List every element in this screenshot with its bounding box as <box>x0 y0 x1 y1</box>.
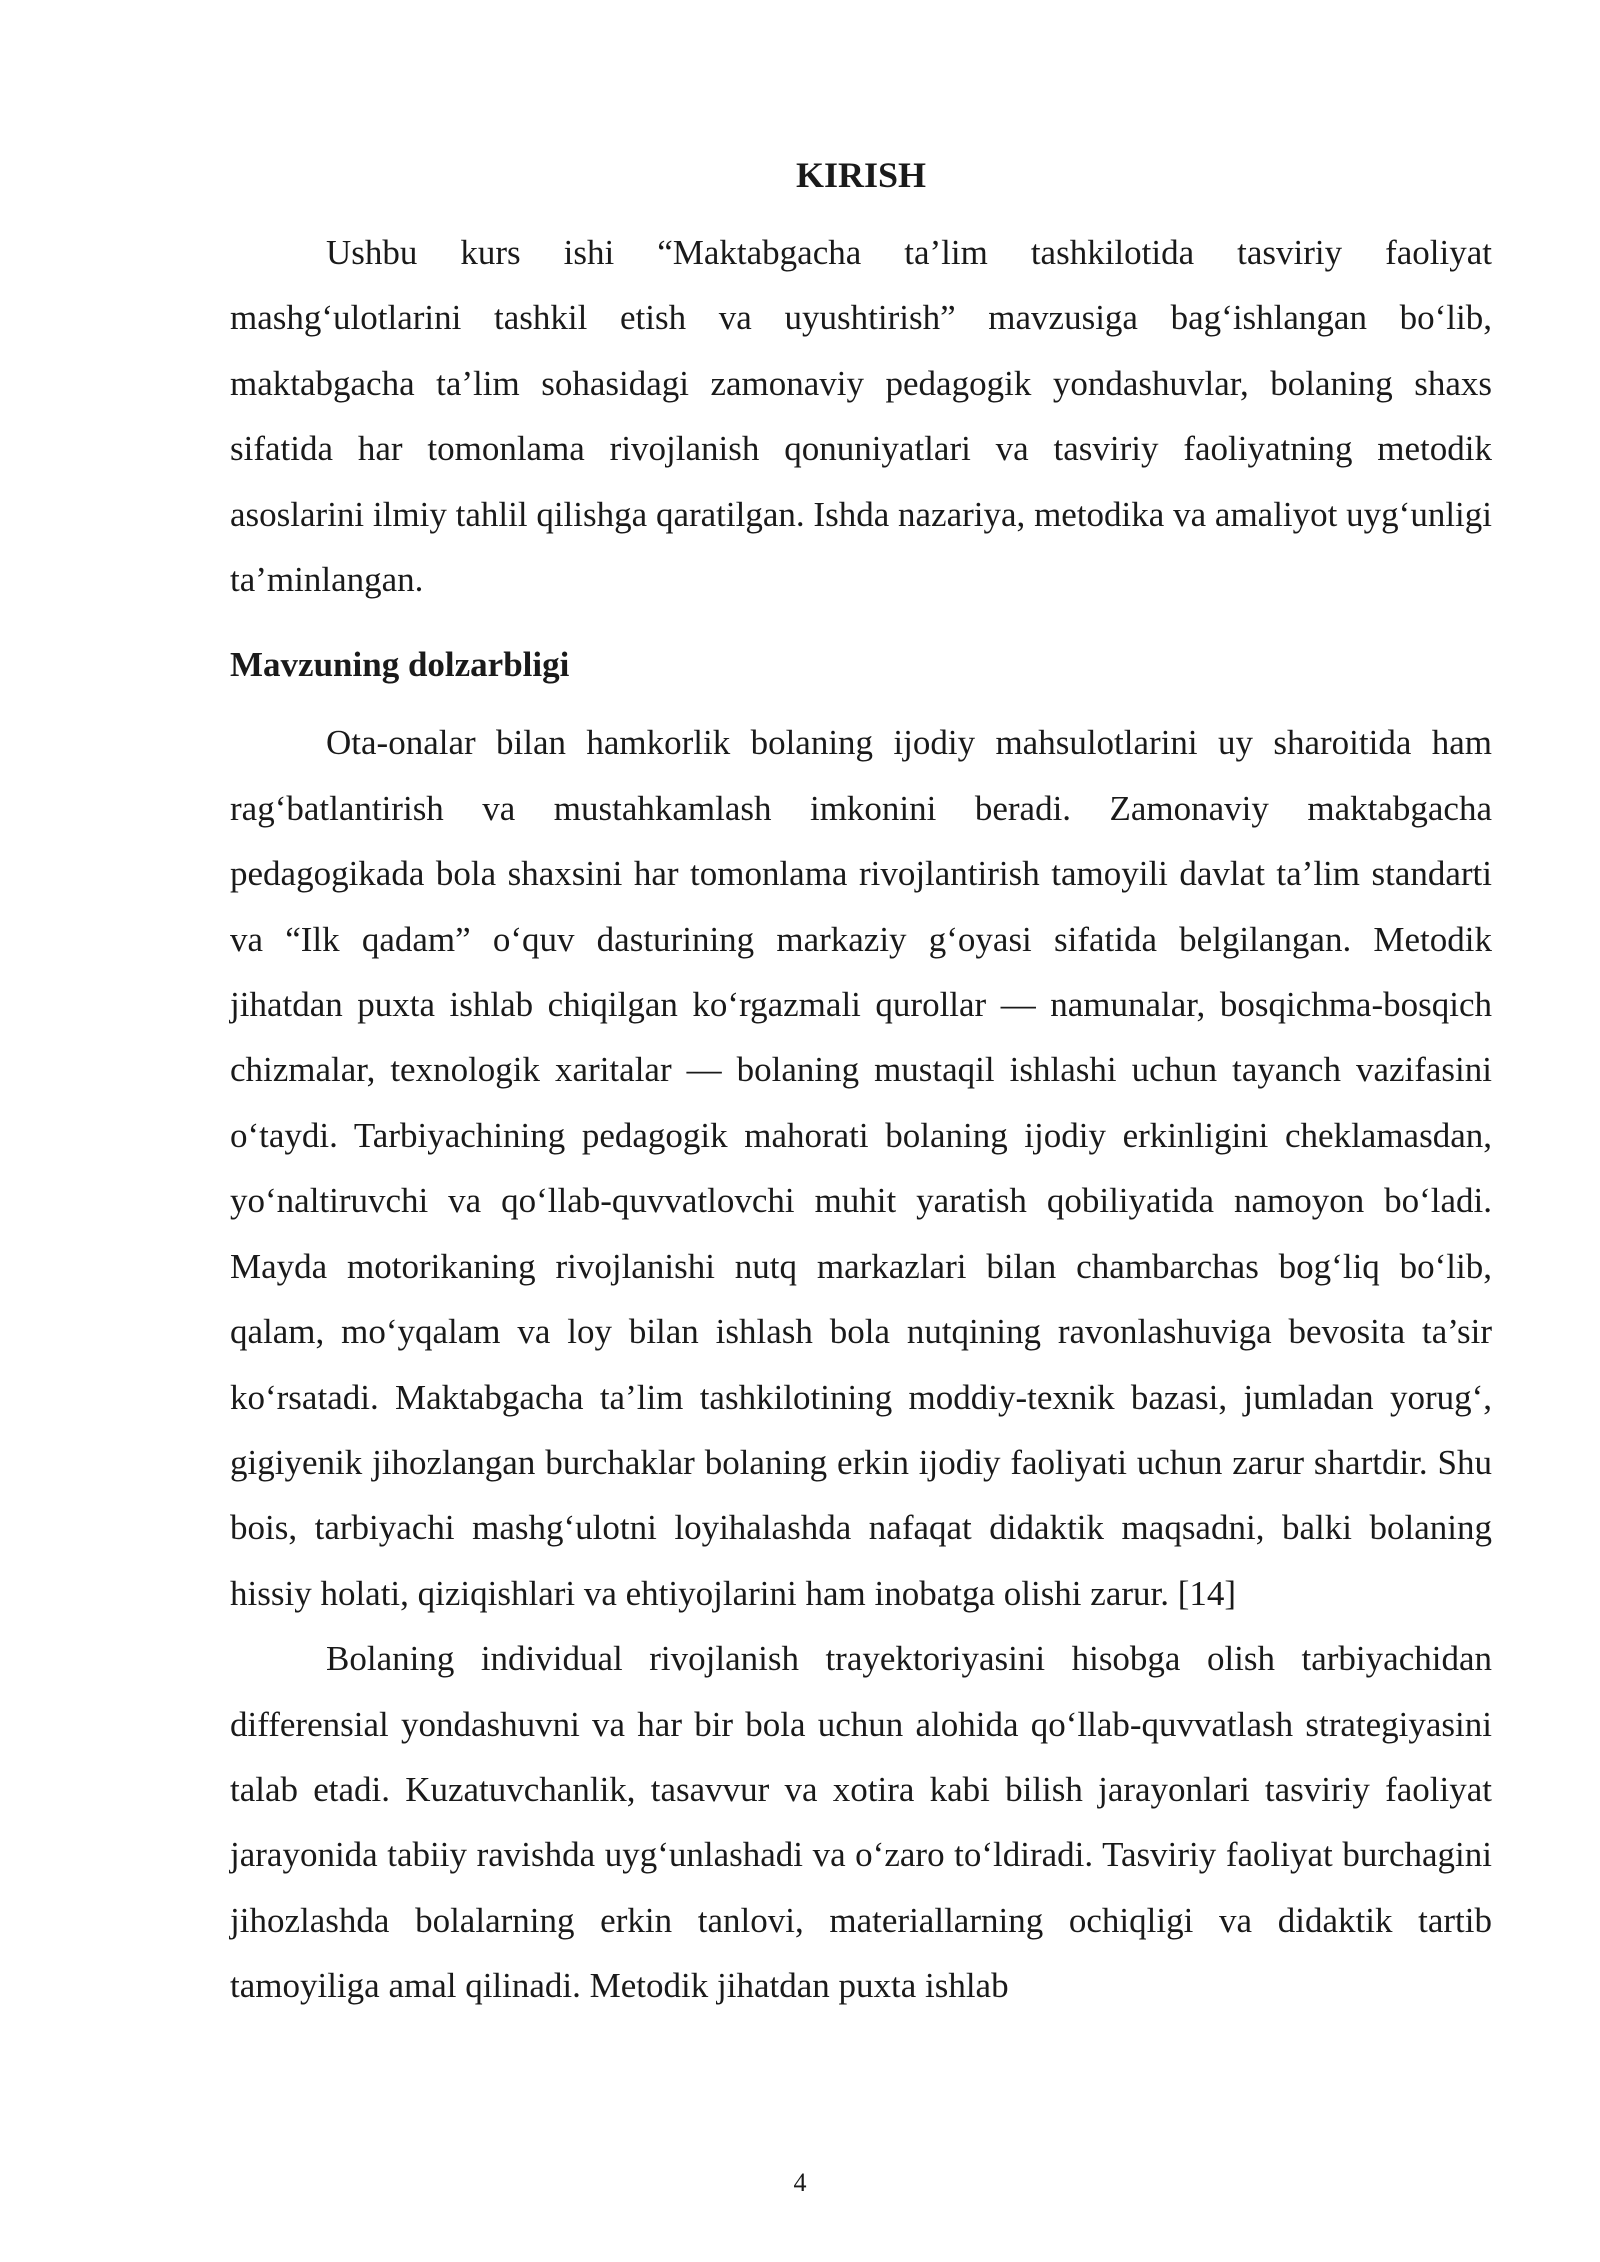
section-heading: Mavzuning dolzarbligi <box>230 645 570 685</box>
body-paragraph-1: Ota-onalar bilan hamkorlik bolaning ijodiy mahsulotlarini uy sharoitida ham rag‘batlantirish va mustahkamlash imkonini beradi. Zamonaviy maktabgacha pedagogikada bola shaxsini har tomonlama rivojlantirish tamoyili davlat ta’lim standarti va “Ilk qadam” o‘quv dasturining markaziy g‘oyasi sifatida belgilangan. Metodik jihatdan puxta ishlab chiqilgan ko‘rgazmali qurollar — namunalar, bosqichma-bosqich chizmalar, texnologik xaritalar — bolaning mustaqil ishlashi uchun tayanch vazifasini o‘taydi. Tarbiyachining pedagogik mahorati bolaning ijodiy erkinligini cheklamasdan, yo‘naltiruvchi va qo‘llab-quvvatlovchi muhit yaratish qobiliyatida namoyon bo‘ladi. Mayda motorikaning rivojlanishi nutq markazlari bilan chambarchas bog‘liq bo‘lib, qalam, mo‘yqalam va loy bilan ishlash bola nutqining ravonlashuviga bevosita ta’sir ko‘rsatadi. Maktabgacha ta’lim tashkilotining moddiy-texnik bazasi, jumladan yorug‘, gigiyenik jihozlangan burchaklar bolaning erkin ijodiy faoliyati uchun zarur shartdir. Shu bois, tarbiyachi mashg‘ulotni loyihalashda nafaqat didaktik maqsadni, balki bolaning hissiy holati, qiziqishlari va ehtiyojlarini ham inobatga olishi zarur. [14] <box>230 723 1492 1613</box>
intro-paragraph: Ushbu kurs ishi “Maktabgacha ta’lim tashkilotida tasviriy faoliyat mashg‘ulotlarini tashkil etish va uyushtirish” mavzusiga bag‘ishlangan bo‘lib, maktabgacha ta’lim sohasidagi zamonaviy pedagogik yondashuvlar, bolaning shaxs sifatida har tomonlama rivojlanish qonuniyatlari va tasviriy faoliyatning metodik asoslarini ilmiy tahlil qilishga qaratilgan. Ishda nazariya, metodika va amaliyot uyg‘unligi ta’minlangan. <box>230 233 1492 600</box>
body-paragraph-2: Bolaning individual rivojlanish trayektoriyasini hisobga olish tarbiyachidan differensial yondashuvni va har bir bola uchun alohida qo‘llab-quvvatlash strategiyasini talab etadi. Kuzatuvchanlik, tasavvur va xotira kabi bilish jarayonlari tasviriy faoliyat jarayonida tabiiy ravishda uyg‘unlashadi va o‘zaro to‘ldiradi. Tasviriy faoliyat burchagini jihozlashda bolalarning erkin tanlovi, materiallarning ochiqligi va didaktik tartib tamoyiliga amal qilinadi. Metodik jihatdan puxta ishlab <box>230 1639 1492 2006</box>
document-page <box>230 150 1492 2019</box>
page-title: KIRISH <box>795 155 927 195</box>
page-number: 4 <box>793 2168 807 2197</box>
